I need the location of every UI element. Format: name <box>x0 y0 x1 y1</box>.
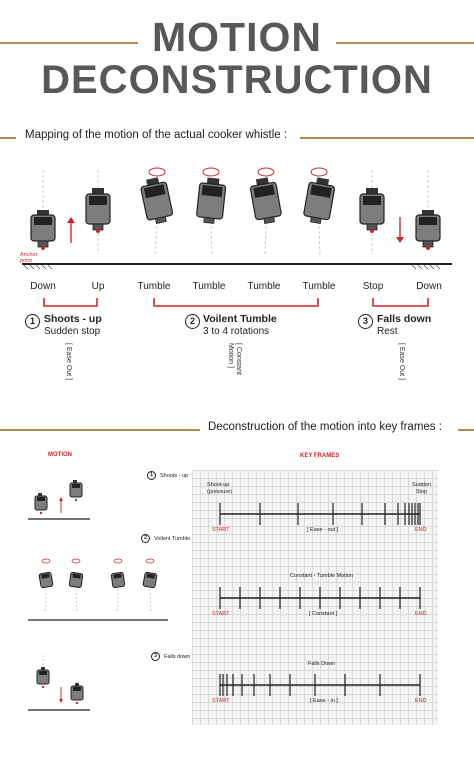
up-arrow-icon <box>65 215 77 245</box>
kf-row2-start: START <box>212 611 230 617</box>
kf-row1-left-note: Shoot-up (pressure) <box>207 482 233 495</box>
section2-rule-right <box>458 429 474 431</box>
whistle-frame-4 <box>186 162 236 262</box>
keyframes-column-label: KEY FRAMES <box>300 453 340 459</box>
whistle-frame-7 <box>354 170 394 260</box>
whistle-frame-6 <box>294 162 344 262</box>
phase-number: 3 <box>358 314 373 329</box>
frame-label: Tumble <box>302 281 336 292</box>
frame-label: Up <box>91 281 105 292</box>
kf-row-name: Falls down <box>164 654 191 660</box>
motion-thumb-shoot-up <box>28 465 128 525</box>
kf-row1-end: END <box>415 527 427 533</box>
section1-heading: Mapping of the motion of the actual cooker whistle : <box>25 129 288 141</box>
whistle-frame-1 <box>25 190 65 260</box>
phase-curve-note: [ Constant Motion ] <box>227 343 242 375</box>
kf-row2-curve: [ Constant ] <box>309 611 338 617</box>
kf-row1-timeline <box>192 500 438 530</box>
whistle-frame-8 <box>410 190 450 260</box>
frame-label: Tumble <box>192 281 226 292</box>
kf-row3-top-note: Falls Down <box>308 661 336 667</box>
kf-row2-end: END <box>415 611 427 617</box>
kf-row-number: 3 <box>151 652 160 661</box>
section2-rule-left <box>0 429 200 431</box>
kf-row-number: 2 <box>141 534 150 543</box>
whistle-frame-5 <box>241 162 291 262</box>
kf-row3-end: END <box>415 698 427 704</box>
phase-description: 3 to 4 rotations <box>203 326 270 337</box>
phase-number: 2 <box>185 314 200 329</box>
kf-row2-top-note: Constant - Tumble Motion <box>290 573 353 579</box>
phase-curve-note: [ Ease Out ] <box>65 343 72 380</box>
whistle-frame-2 <box>80 170 120 260</box>
motion-thumb-fall <box>28 655 128 715</box>
section1-rule-left <box>0 137 16 139</box>
phase-description: Rest <box>377 326 398 337</box>
kf-row3-start: START <box>212 698 230 704</box>
phase-title: Shoots - up <box>44 313 102 325</box>
kf-row1-curve: [ Ease - out ] <box>307 527 339 533</box>
section2-heading: Deconstruction of the motion into key frames : <box>208 421 442 433</box>
section1-rule-right <box>300 137 474 139</box>
phase-title: Voilent Tumble <box>203 313 277 325</box>
phase-description: Sudden stop <box>44 326 101 337</box>
frame-label: Tumble <box>137 281 171 292</box>
title-line-1: MOTION <box>152 14 322 60</box>
title-line-2: DECONSTRUCTION <box>41 58 433 102</box>
kf-row2-timeline <box>192 584 438 614</box>
kf-row3-timeline <box>192 671 438 701</box>
whistle-frame-3 <box>132 162 182 262</box>
kf-row-name: Voilent Tumble <box>154 536 191 542</box>
frame-label: Down <box>416 281 442 292</box>
down-arrow-icon <box>394 215 406 245</box>
anchor-point-label: Anchor point <box>20 252 38 264</box>
section1-ground <box>0 255 474 285</box>
motion-thumb-tumble <box>28 555 168 625</box>
phase-title: Falls down <box>377 313 432 325</box>
kf-row1-right-note: Sudden Stop <box>412 482 431 495</box>
frame-label: Tumble <box>247 281 281 292</box>
kf-row1-start: START <box>212 527 230 533</box>
kf-row-name: Shoots - up <box>160 473 189 479</box>
kf-row3-curve: [ Ease - in ] <box>310 698 338 704</box>
motion-column-label: MOTION <box>48 452 72 458</box>
phase-number: 1 <box>25 314 40 329</box>
phase-curve-note: [ Ease Out ] <box>398 343 405 380</box>
kf-row-number: 1 <box>147 471 156 480</box>
frame-label: Down <box>30 281 56 292</box>
frame-label: Stop <box>362 281 384 292</box>
